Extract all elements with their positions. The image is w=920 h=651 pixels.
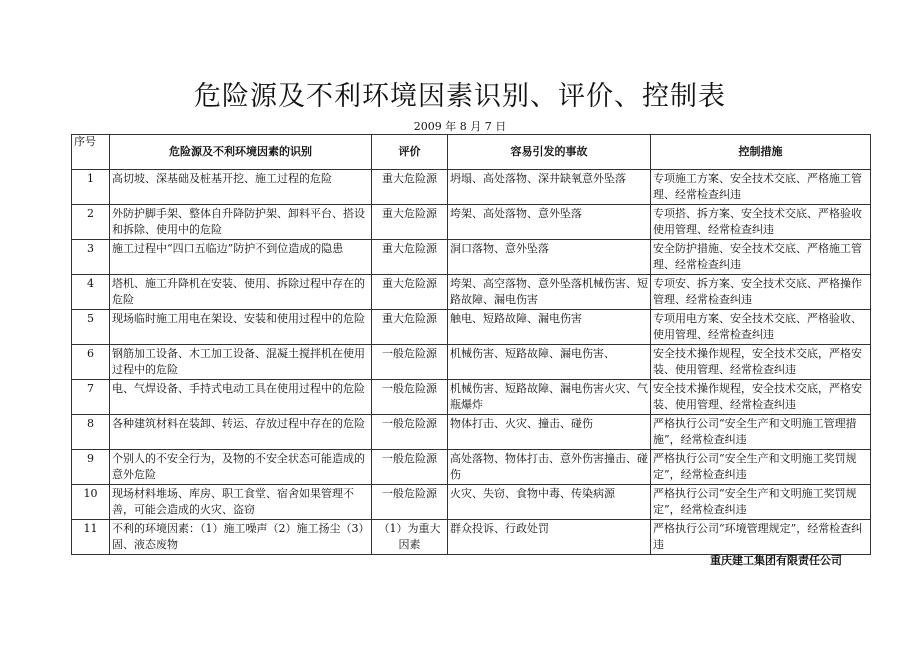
header-evaluation: 评价: [372, 135, 448, 170]
cell-no: 6: [72, 345, 110, 380]
cell-measures: 严格执行公司“安全生产和文明施工奖罚规定”，经常检查纠违: [651, 485, 871, 520]
table-row: [72, 450, 871, 485]
table-row: [72, 170, 871, 205]
hazard-table: [71, 134, 871, 555]
table-row: [72, 275, 871, 310]
cell-accident: 触电、短路故障、漏电伤害: [448, 310, 651, 345]
cell-accident: 物体打击、火灾、撞击、碰伤: [448, 415, 651, 450]
cell-measures: 专项用电方案、安全技术交底、严格验收、使用管理、经常检查纠违: [651, 310, 871, 345]
cell-evaluation: 一般危险源: [372, 415, 448, 450]
table-row: [72, 485, 871, 520]
cell-measures: 安全技术操作规程，安全技术交底，严格安装、使用管理、经常检查纠违: [651, 345, 871, 380]
table-row: [72, 205, 871, 240]
cell-hazard: 个别人的不安全行为，及物的不安全状态可能造成的意外危险: [110, 450, 372, 485]
cell-accident: 高处落物、物体打击、意外伤害撞击、碰伤: [448, 450, 651, 485]
cell-accident: 群众投诉、行政处罚: [448, 520, 651, 555]
table-row: [72, 520, 871, 555]
cell-accident: 洞口落物、意外坠落: [448, 240, 651, 275]
cell-no: 5: [72, 310, 110, 345]
cell-evaluation: （1）为重大因素: [372, 520, 448, 555]
cell-evaluation: 一般危险源: [372, 450, 448, 485]
cell-no: 2: [72, 205, 110, 240]
table-row: [72, 310, 871, 345]
cell-evaluation: 一般危险源: [372, 380, 448, 415]
table-row: [72, 415, 871, 450]
header-hazard: 危险源及不利环境因素的识别: [110, 135, 372, 170]
cell-measures: 严格执行公司“环境管理规定”，经常检查纠违: [651, 520, 871, 555]
cell-no: 9: [72, 450, 110, 485]
cell-no: 3: [72, 240, 110, 275]
table-header-row: [72, 135, 871, 170]
cell-hazard: 现场临时施工用电在架设、安装和使用过程中的危险: [110, 310, 372, 345]
cell-hazard: 高切坡、深基础及桩基开挖、施工过程的危险: [110, 170, 372, 205]
company-name: 重庆建工集团有限责任公司: [710, 554, 842, 567]
cell-accident: 火灾、失窃、食物中毒、传染病源: [448, 485, 651, 520]
cell-accident: 机械伤害、短路故障、漏电伤害火灾、气瓶爆炸: [448, 380, 651, 415]
cell-hazard: 现场材料堆场、库房、职工食堂、宿舍如果管理不善，可能会造成的火灾、盗窃: [110, 485, 372, 520]
header-accident: 容易引发的事故: [448, 135, 651, 170]
cell-hazard: 钢筋加工设备、木工加工设备、混凝土搅拌机在使用过程中的危险: [110, 345, 372, 380]
header-measures: 控制措施: [651, 135, 871, 170]
cell-hazard: 不利的环境因素：（1）施工噪声（2）施工扬尘（3）固、液态废物: [110, 520, 372, 555]
header-no: 序号: [72, 135, 110, 170]
cell-measures: 严格执行公司“安全生产和文明施工管理措施”，经常检查纠违: [651, 415, 871, 450]
page-title: 危险源及不利环境因素识别、评价、控制表: [194, 81, 726, 112]
table-row: [72, 380, 871, 415]
cell-evaluation: 重大危险源: [372, 240, 448, 275]
cell-hazard: 电、气焊设备、手持式电动工具在使用过程中的危险: [110, 380, 372, 415]
cell-evaluation: 重大危险源: [372, 170, 448, 205]
cell-evaluation: 一般危险源: [372, 485, 448, 520]
cell-no: 4: [72, 275, 110, 310]
cell-evaluation: 重大危险源: [372, 310, 448, 345]
cell-evaluation: 重大危险源: [372, 205, 448, 240]
cell-accident: 机械伤害、短路故障、漏电伤害、: [448, 345, 651, 380]
cell-evaluation: 重大危险源: [372, 275, 448, 310]
cell-measures: 专项施工方案、安全技术交底、严格施工管理、经常检查纠违: [651, 170, 871, 205]
document-date: 2009 年 8 月 7 日: [413, 120, 507, 133]
cell-measures: 专项搭、拆方案、安全技术交底、严格验收使用管理、经常检查纠违: [651, 205, 871, 240]
cell-evaluation: 一般危险源: [372, 345, 448, 380]
cell-hazard: 施工过程中“四口五临边”防护不到位造成的隐患: [110, 240, 372, 275]
table-row: [72, 240, 871, 275]
cell-hazard: 各种建筑材料在装卸、转运、存放过程中存在的危险: [110, 415, 372, 450]
cell-no: 10: [72, 485, 110, 520]
table-row: [72, 345, 871, 380]
cell-accident: 坍塌、高处落物、深井缺氧意外坠落: [448, 170, 651, 205]
cell-no: 7: [72, 380, 110, 415]
cell-measures: 严格执行公司“安全生产和文明施工奖罚规定”，经常检查纠违: [651, 450, 871, 485]
cell-accident: 垮架、高空落物、意外坠落机械伤害、短路故障、漏电伤害: [448, 275, 651, 310]
cell-hazard: 塔机、施工升降机在安装、使用、拆除过程中存在的危险: [110, 275, 372, 310]
cell-no: 1: [72, 170, 110, 205]
cell-measures: 安全技术操作规程，安全技术交底，严格安装、使用管理、经常检查纠违: [651, 380, 871, 415]
cell-no: 8: [72, 415, 110, 450]
cell-measures: 专项安、拆方案、安全技术交底、严格操作管理、经常检查纠违: [651, 275, 871, 310]
cell-hazard: 外防护脚手架、整体自升降防护架、卸料平台、搭设和拆除、使用中的危险: [110, 205, 372, 240]
cell-measures: 安全防护措施、安全技术交底、严格施工管理、经常检查纠违: [651, 240, 871, 275]
cell-no: 11: [72, 520, 110, 555]
cell-accident: 垮架、高处落物、意外坠落: [448, 205, 651, 240]
